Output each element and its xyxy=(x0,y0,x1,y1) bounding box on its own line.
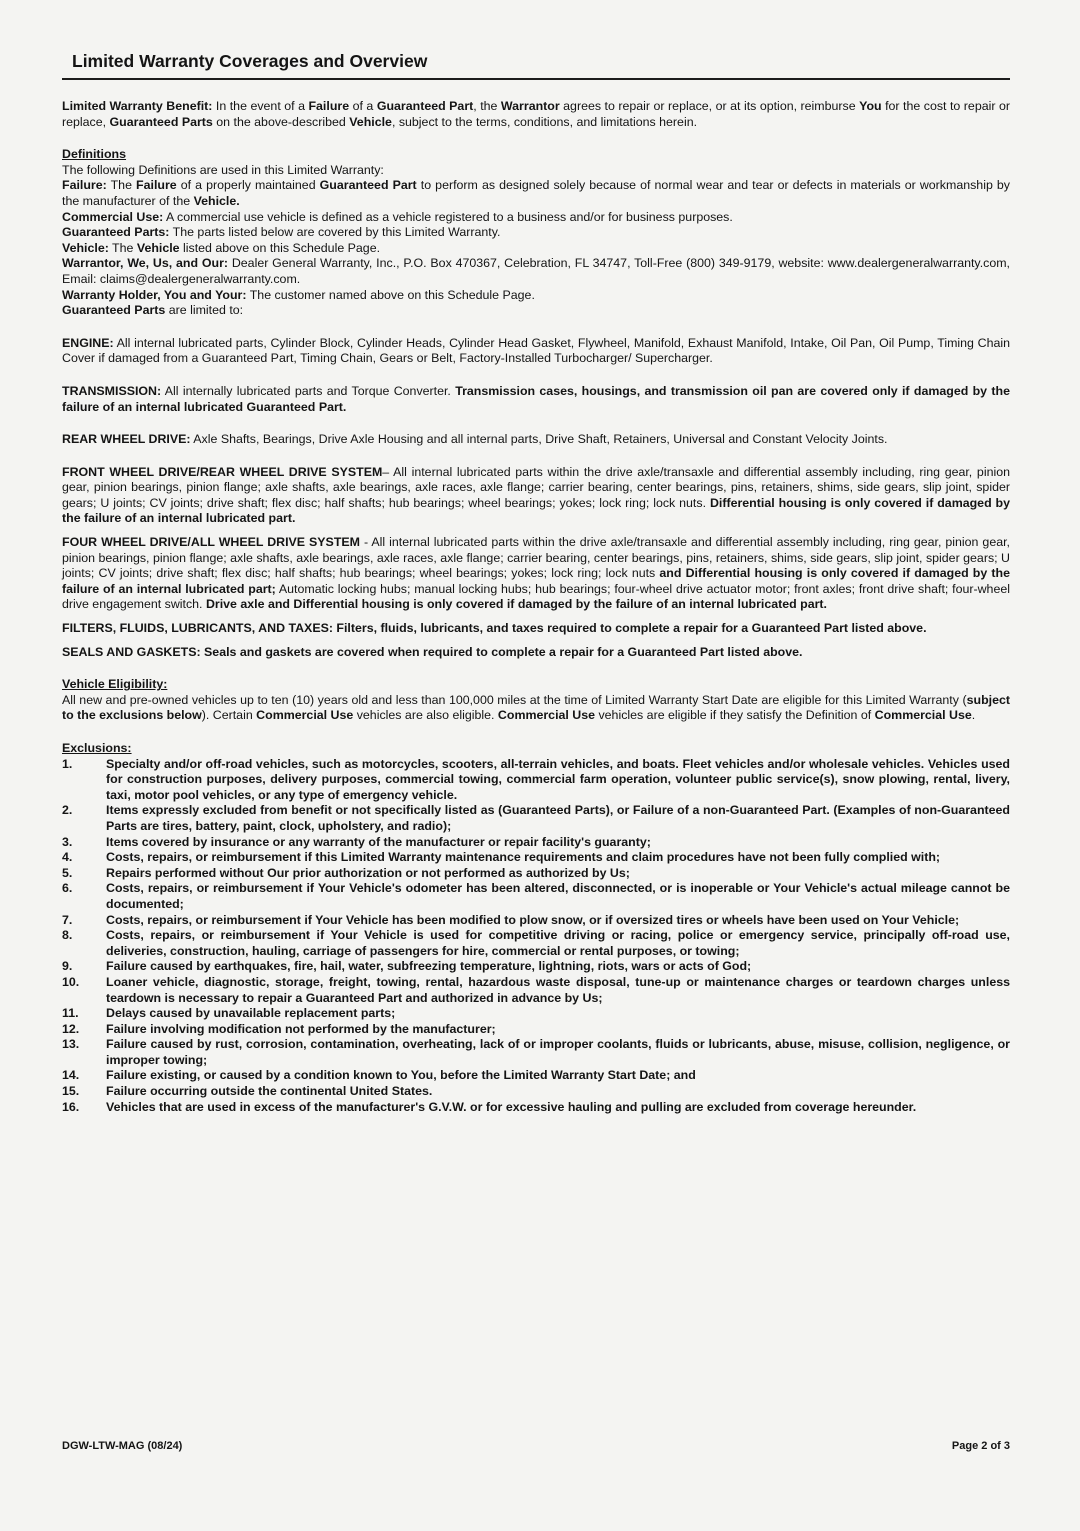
coverage-text: - All internal lubricated parts within the drive axle/transaxle and differential assembly including, ring gear, pinion gear, pinion bearings, pinion flange; axle shafts, axle bearings, axle races, axle flange; carrier bearing, center bearings, pins, retainers, shims, side gears, slip joint, spider gears; U joints; CV joints; drive shaft; flex disc; half shafts; hub bearings; wheel bearings; yokes; lock ring; lock nuts xyxy=(62,535,1010,581)
guaranteed-parts-intro xyxy=(62,303,1010,319)
exclusion-text: Items covered by insurance or any warranty of the manufacturer or repair facility's guaranty; xyxy=(106,834,651,849)
definition-text: A commercial use vehicle is defined as a vehicle registered to a business and/or for business purposes. xyxy=(163,209,733,224)
definition-warrantor xyxy=(62,256,1010,287)
exclusion-item xyxy=(62,928,1010,959)
exclusion-number: 6. xyxy=(62,881,73,896)
exclusion-text: Failure caused by earthquakes, fire, hail, water, subfreezing temperature, lightning, riots, wars or acts of God; xyxy=(106,959,752,974)
definition-commercial-use xyxy=(62,210,1010,226)
exclusion-text: Loaner vehicle, diagnostic, storage, freight, towing, rental, hazardous waste disposal, tune-up or maintenance charges or teardown charges unless teardown is necessary to repair a Guaranteed Part and authorized in advance by Us; xyxy=(106,974,1010,1005)
exclusion-number: 1. xyxy=(62,756,73,771)
coverage-label: TRANSMISSION: xyxy=(62,383,162,398)
exclusion-item xyxy=(62,959,1010,975)
eligibility-text: All new and pre-owned vehicles up to ten (10) years old and less than 100,000 miles at the time of Limited Warranty Start Date are eligible for this Limited Warranty ( xyxy=(62,692,967,707)
eligibility-term: Commercial Use xyxy=(497,708,596,723)
coverage-all-wheel-drive xyxy=(62,535,1010,613)
coverage-seals-gaskets xyxy=(62,645,1010,661)
definition-label: Commercial Use: xyxy=(62,209,164,224)
benefit-text: , subject to the terms, conditions, and limitations herein. xyxy=(391,114,698,129)
definition-text: The customer named above on this Schedule Page. xyxy=(246,287,535,302)
benefit-text: agrees to repair or replace, or at its option, reimburse xyxy=(559,99,860,113)
exclusion-text: Failure existing, or caused by a condition known to You, before the Limited Warranty Start Date; and xyxy=(106,1068,696,1083)
coverage-front-wheel-drive xyxy=(62,465,1010,527)
definition-term: Guaranteed Part xyxy=(319,178,417,193)
exclusion-number: 14. xyxy=(62,1068,80,1083)
exclusion-text: Items expressly excluded from benefit or not specifically listed as (Guaranteed Parts), or Failure of a non-Guaranteed Part. (Examples of non-Guaranteed Parts are tires, battery, paint, clock, upholstery, and radio); xyxy=(106,803,1010,833)
definition-vehicle xyxy=(62,241,1010,257)
definition-failure xyxy=(62,178,1010,209)
exclusions-section xyxy=(62,741,1010,1115)
definition-text: The parts listed below are covered by this Limited Warranty. xyxy=(169,225,501,240)
eligibility-heading: Vehicle Eligibility: xyxy=(62,677,168,692)
exclusion-number: 2. xyxy=(62,803,73,818)
definition-term: Vehicle. xyxy=(193,193,240,208)
definition-text: listed above on this Schedule Page. xyxy=(179,240,381,255)
coverage-text: Automatic locking hubs; manual locking hubs; hub bearings; four-wheel drive actuator motor; front axles; front drive shaft; four-wheel drive engagement switch. xyxy=(62,581,1010,612)
exclusion-number: 12. xyxy=(62,1021,80,1036)
definition-label: Guaranteed Parts xyxy=(62,303,166,318)
definition-label: Failure: xyxy=(62,178,107,193)
coverage-label: REAR WHEEL DRIVE: xyxy=(62,432,191,447)
definition-term: Failure xyxy=(136,178,177,193)
benefit-text: , the xyxy=(473,99,501,113)
exclusion-item xyxy=(62,1100,1010,1116)
exclusion-number: 5. xyxy=(62,865,73,880)
benefit-term: Guaranteed Parts xyxy=(109,114,213,129)
definition-text: The xyxy=(108,240,137,255)
exclusion-number: 16. xyxy=(62,1099,80,1114)
title-divider xyxy=(62,78,1010,80)
eligibility-text: vehicles are eligible if they satisfy the Definition of xyxy=(595,708,875,723)
benefit-term: Failure xyxy=(308,99,350,113)
definition-text: to perform as designed solely because of normal wear and tear or defects in materials or workmanship by the manufacturer of the xyxy=(62,178,1010,208)
exclusion-number: 13. xyxy=(62,1037,80,1052)
benefit-text: In the event of a xyxy=(212,99,309,113)
exclusion-number: 9. xyxy=(62,959,73,974)
exclusion-item xyxy=(62,881,1010,912)
exclusion-item xyxy=(62,1068,1010,1084)
benefit-text: on the above-described xyxy=(212,114,350,129)
coverage-label: FOUR WHEEL DRIVE/ALL WHEEL DRIVE SYSTEM xyxy=(62,535,360,550)
exclusion-text: Costs, repairs, or reimbursement if this Limited Warranty maintenance requirements and claim procedures have not been fully complied with; xyxy=(106,850,941,865)
exclusion-item xyxy=(62,1022,1010,1038)
definitions-heading: Definitions xyxy=(62,147,127,162)
definition-label: Warrantor, We, Us, and Our: xyxy=(62,256,229,271)
benefit-label: Limited Warranty Benefit: xyxy=(62,99,213,113)
definition-warranty-holder xyxy=(62,288,1010,304)
coverage-condition: Transmission cases, housings, and transmission oil pan are covered only if damaged by the failure of an internal lubricated Guaranteed Part. xyxy=(62,383,1010,414)
eligibility-term: subject to the exclusions below xyxy=(62,692,1010,723)
eligibility-term: Commercial Use xyxy=(256,708,354,723)
benefit-text: for the cost to repair or replace, xyxy=(62,99,1010,129)
exclusion-item xyxy=(62,1006,1010,1022)
exclusions-list xyxy=(62,757,1010,1116)
coverage-text: FILTERS, FLUIDS, LUBRICANTS, AND TAXES: Filters, fluids, lubricants, and taxes required to complete a repair for a Guaranteed Part listed above. xyxy=(62,621,927,636)
page-title: Limited Warranty Coverages and Overview xyxy=(72,51,428,71)
exclusion-number: 7. xyxy=(62,912,73,927)
form-code: DGW-LTW-MAG (08/24) xyxy=(62,1440,183,1452)
eligibility-text: . xyxy=(971,708,976,723)
benefit-term: Vehicle xyxy=(349,114,392,129)
coverage-text: SEALS AND GASKETS: Seals and gaskets are covered when required to complete a repair for a Guaranteed Part listed above. xyxy=(62,644,803,659)
benefit-term: Warrantor xyxy=(500,99,560,113)
definition-label: Vehicle: xyxy=(62,240,109,255)
exclusion-item xyxy=(62,1037,1010,1068)
coverage-label: ENGINE: xyxy=(62,335,114,350)
definition-term: Vehicle xyxy=(136,240,180,255)
exclusion-number: 11. xyxy=(62,1006,79,1021)
exclusion-text: Costs, repairs, or reimbursement if Your Vehicle is used for competitive driving or racing, police or emergency service, principally off-road use, deliveries, construction, hauling, carriage of passengers for hire, commercial or rental purposes, or towing; xyxy=(106,928,1010,958)
exclusion-text: Vehicles that are used in excess of the manufacturer's G.V.W. or for excessive hauling and pulling are excluded from coverage hereunder. xyxy=(106,1099,917,1114)
definition-text: The xyxy=(106,178,137,193)
eligibility-term: Commercial Use xyxy=(874,708,972,723)
definitions-section xyxy=(62,147,1010,319)
exclusion-item xyxy=(62,757,1010,804)
page-number: Page 2 of 3 xyxy=(951,1440,1010,1452)
coverage-condition: Drive axle and Differential housing is only covered if damaged by the failure of an internal lubricated part. xyxy=(205,597,828,612)
exclusion-text: Failure involving modification not performed by the manufacturer; xyxy=(106,1021,496,1036)
exclusions-heading: Exclusions: xyxy=(62,741,132,755)
coverage-label: FRONT WHEEL DRIVE/REAR WHEEL DRIVE SYSTEM xyxy=(62,464,383,479)
eligibility-text: vehicles are also eligible. xyxy=(353,708,498,723)
exclusion-item xyxy=(62,1084,1010,1100)
exclusion-item xyxy=(62,866,1010,882)
exclusion-number: 3. xyxy=(62,834,73,849)
exclusion-number: 8. xyxy=(62,928,73,943)
eligibility-section xyxy=(62,677,1010,724)
benefit-term: Guaranteed Part xyxy=(376,99,474,113)
coverage-condition: and Differential housing is only covered if damaged by the failure of an internal lubricated part; xyxy=(62,566,1010,596)
exclusion-text: Delays caused by unavailable replacement parts; xyxy=(106,1006,396,1021)
eligibility-paragraph xyxy=(62,693,1010,724)
eligibility-text: ). Certain xyxy=(201,708,257,723)
benefit-term: You xyxy=(859,99,882,113)
definition-label: Warranty Holder, You and Your: xyxy=(62,287,247,302)
coverage-filters-fluids xyxy=(62,621,1010,637)
exclusion-item xyxy=(62,913,1010,929)
coverage-condition: Differential housing is only covered if damaged by the failure of an internal lubricated part. xyxy=(62,495,1011,526)
benefit-paragraph xyxy=(62,99,1010,130)
coverage-transmission xyxy=(62,384,1010,415)
coverage-text: All internal lubricated parts, Cylinder Block, Cylinder Heads, Cylinder Head Gasket, Flywheel, Manifold, Exhaust Manifold, Intake, Oil Pan, Oil Pump, Timing Chain Cover if damaged from a Guaranteed Part, Timing Chain, Gears or Belt, Factory-Installed Turbocharger/ Supercharger. xyxy=(62,335,1010,366)
definitions-intro: The following Definitions are used in this Limited Warranty: xyxy=(62,162,384,177)
definition-label: Guaranteed Parts: xyxy=(62,225,170,240)
exclusion-item xyxy=(62,803,1010,834)
exclusion-text: Specialty and/or off-road vehicles, such as motorcycles, scooters, all-terrain vehicles, and boats. Fleet vehicles and/or wholesale vehicles. Vehicles used for construction purposes, delivery purposes, commercial towing, commercial farm operation, volunteer public service(s), snow plowing, rental, livery, taxi, motor pool vehicles, or any type of emergency vehicle. xyxy=(106,756,1010,802)
exclusion-text: Repairs performed without Our prior authorization or not performed as authorized by Us; xyxy=(106,865,630,880)
exclusion-number: 10. xyxy=(62,974,80,989)
page-footer xyxy=(62,1440,1010,1452)
document-page xyxy=(62,50,1010,1115)
exclusion-text: Failure occurring outside the continental United States. xyxy=(106,1084,433,1099)
exclusion-number: 15. xyxy=(62,1084,80,1099)
definition-text: are limited to: xyxy=(165,303,244,318)
coverage-text: – All internal lubricated parts within the drive axle/transaxle and differential assembly including, ring gear, pinion gear, pinion bearings, pinion flange; axle shafts, axle bearings, axle races, axle flange; carrier bearing, center bearings, pins, retainers, shims, side gears, slip joint, spider gears; U joints; CV joints; drive shaft; flex disc; half shafts; hub bearings; wheel bearings; yokes; lock ring; lock nuts. xyxy=(62,464,1010,510)
exclusion-item xyxy=(62,975,1010,1006)
benefit-text: of a xyxy=(349,99,377,113)
coverage-text: All internally lubricated parts and Torque Converter. xyxy=(161,383,456,398)
definition-guaranteed-parts xyxy=(62,225,1010,241)
exclusion-number: 4. xyxy=(62,850,73,865)
definition-text: of a properly maintained xyxy=(176,178,320,193)
coverage-rear-wheel-drive xyxy=(62,432,1010,448)
exclusion-item xyxy=(62,850,1010,866)
exclusion-text: Costs, repairs, or reimbursement if Your Vehicle's odometer has been altered, disconnected, or is inoperable or Your Vehicle's actual mileage cannot be documented; xyxy=(106,881,1010,911)
exclusion-text: Costs, repairs, or reimbursement if Your Vehicle has been modified to plow snow, or if oversized tires or wheels have been used on Your Vehicle; xyxy=(106,912,960,927)
exclusion-item xyxy=(62,835,1010,851)
exclusion-text: Failure caused by rust, corrosion, contamination, overheating, lack of or improper coolants, fluids or lubricants, abuse, misuse, collision, negligence, or improper towing; xyxy=(106,1037,1010,1067)
definition-text: Dealer General Warranty, Inc., P.O. Box 470367, Celebration, FL 34747, Toll-Free (800) 349-9179, website: www.dealergeneralwarranty.com, Email: claims@dealergeneralwarranty.com. xyxy=(62,256,1010,286)
coverage-text: Axle Shafts, Bearings, Drive Axle Housing and all internal parts, Drive Shaft, Retainers, Universal and Constant Velocity Joints. xyxy=(190,432,888,447)
coverage-engine xyxy=(62,336,1010,367)
